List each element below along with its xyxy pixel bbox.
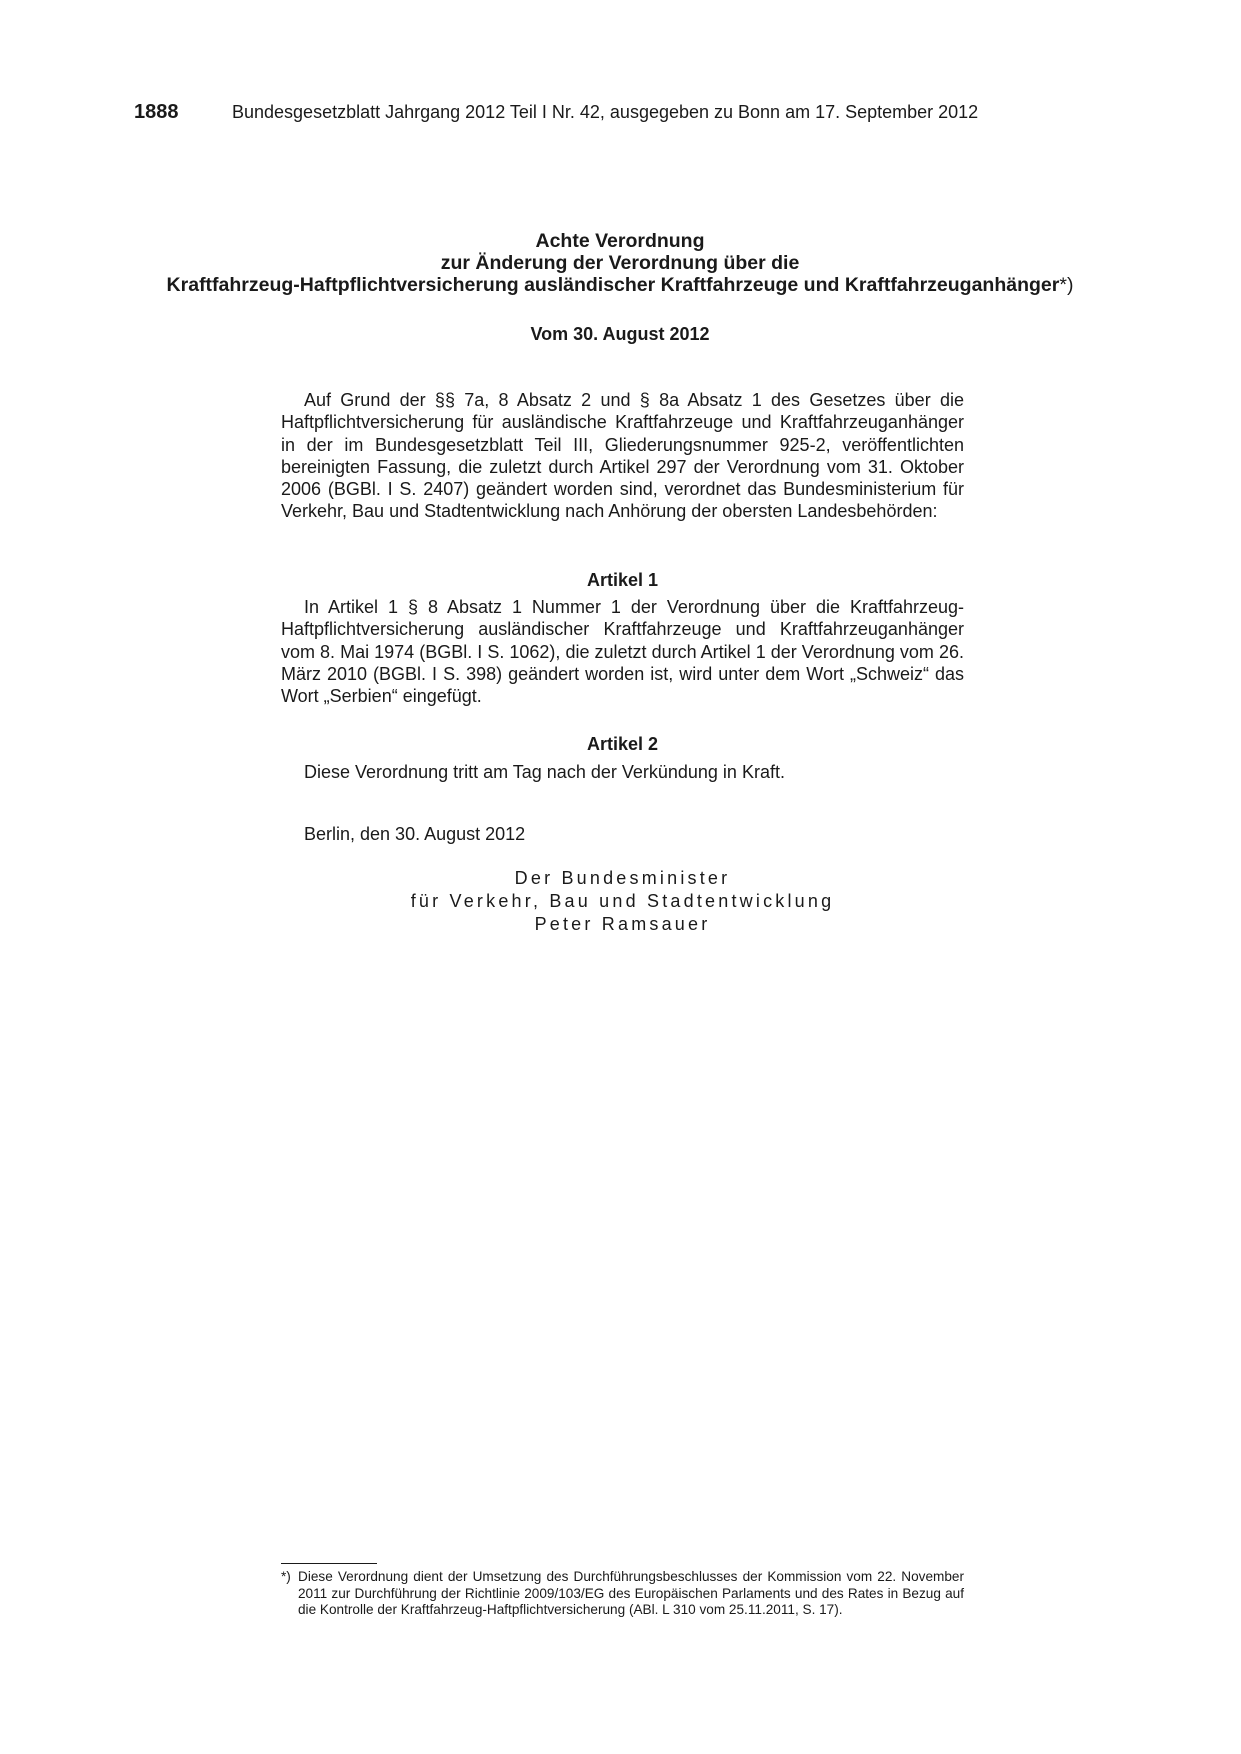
gazette-issue-line: Bundesgesetzblatt Jahrgang 2012 Teil I Nr. 42, ausgegeben zu Bonn am 17. September 2012 <box>232 102 979 122</box>
page-number: 1888 <box>134 101 179 123</box>
document-title <box>100 230 1140 296</box>
article-2-heading: Artikel 2 <box>586 734 659 754</box>
footnote-text: Diese Verordnung dient der Umsetzung des Durchführungsbeschlusses der Kommission vom 22. November 2011 zur Durchführung der Richtlinie 2009/103/EG des Europäischen Parlaments und des Rates in Bezug auf die Kontrolle der Kraftfahrzeug-Haftpflichtversicherung (ABl. L 310 vom 25.11.2011, S. 17). <box>298 1569 964 1617</box>
signature-name: Peter Ramsauer <box>534 914 711 934</box>
signature-ministry: für Verkehr, Bau und Stadtentwicklung <box>410 891 835 911</box>
article-1-text: In Artikel 1 § 8 Absatz 1 Nummer 1 der Verordnung über die Kraftfahrzeug-Haftpflichtversicherung ausländischer Kraftfahrzeuge und Kraftfahrzeuganhänger vom 8. Mai 1974 (BGBl. I S. 1062), die zuletzt durch Artikel 1 der Verordnung vom 26. März 2010 (BGBl. I S. 398) geändert worden ist, wird unter dem Wort „Schweiz“ das Wort „Serbien“ eingefügt. <box>281 597 964 707</box>
issue-date: Vom 30. August 2012 <box>530 324 710 344</box>
footnote <box>281 1569 964 1619</box>
place-and-date: Berlin, den 30. August 2012 <box>304 824 526 844</box>
running-header <box>134 100 1114 124</box>
article-1-heading: Artikel 1 <box>586 570 659 590</box>
footnote-symbol: *) <box>281 1569 291 1584</box>
article-2-text: Diese Verordnung tritt am Tag nach der Verkündung in Kraft. <box>304 762 785 782</box>
title-line-3 <box>100 274 1140 296</box>
title-footnote-mark[interactable]: *) <box>1059 274 1074 296</box>
signature-block <box>281 867 964 936</box>
signature-title: Der Bundesminister <box>514 868 731 888</box>
title-line-3-text: Kraftfahrzeug-Haftpflichtversicherung ausländischer Kraftfahrzeuge und Kraftfahrzeuganhänger <box>166 274 1060 296</box>
footnote-divider <box>281 1563 377 1564</box>
preamble: Auf Grund der §§ 7a, 8 Absatz 2 und § 8a Absatz 1 des Gesetzes über die Haftpflichtversicherung für ausländische Kraftfahrzeuge und Kraftfahrzeuganhänger in der im Bundesgesetzblatt Teil III, Gliederungsnummer 925-2, veröffentlichten bereinigten Fassung, die zuletzt durch Artikel 297 der Verordnung vom 31. Oktober 2006 (BGBl. I S. 2407) geändert worden sind, verordnet das Bundesministerium für Verkehr, Bau und Stadtentwicklung nach Anhörung der obersten Landesbehörden: <box>281 390 964 522</box>
title-line-2: zur Änderung der Verordnung über die <box>440 252 800 274</box>
title-line-1: Achte Verordnung <box>535 230 705 252</box>
